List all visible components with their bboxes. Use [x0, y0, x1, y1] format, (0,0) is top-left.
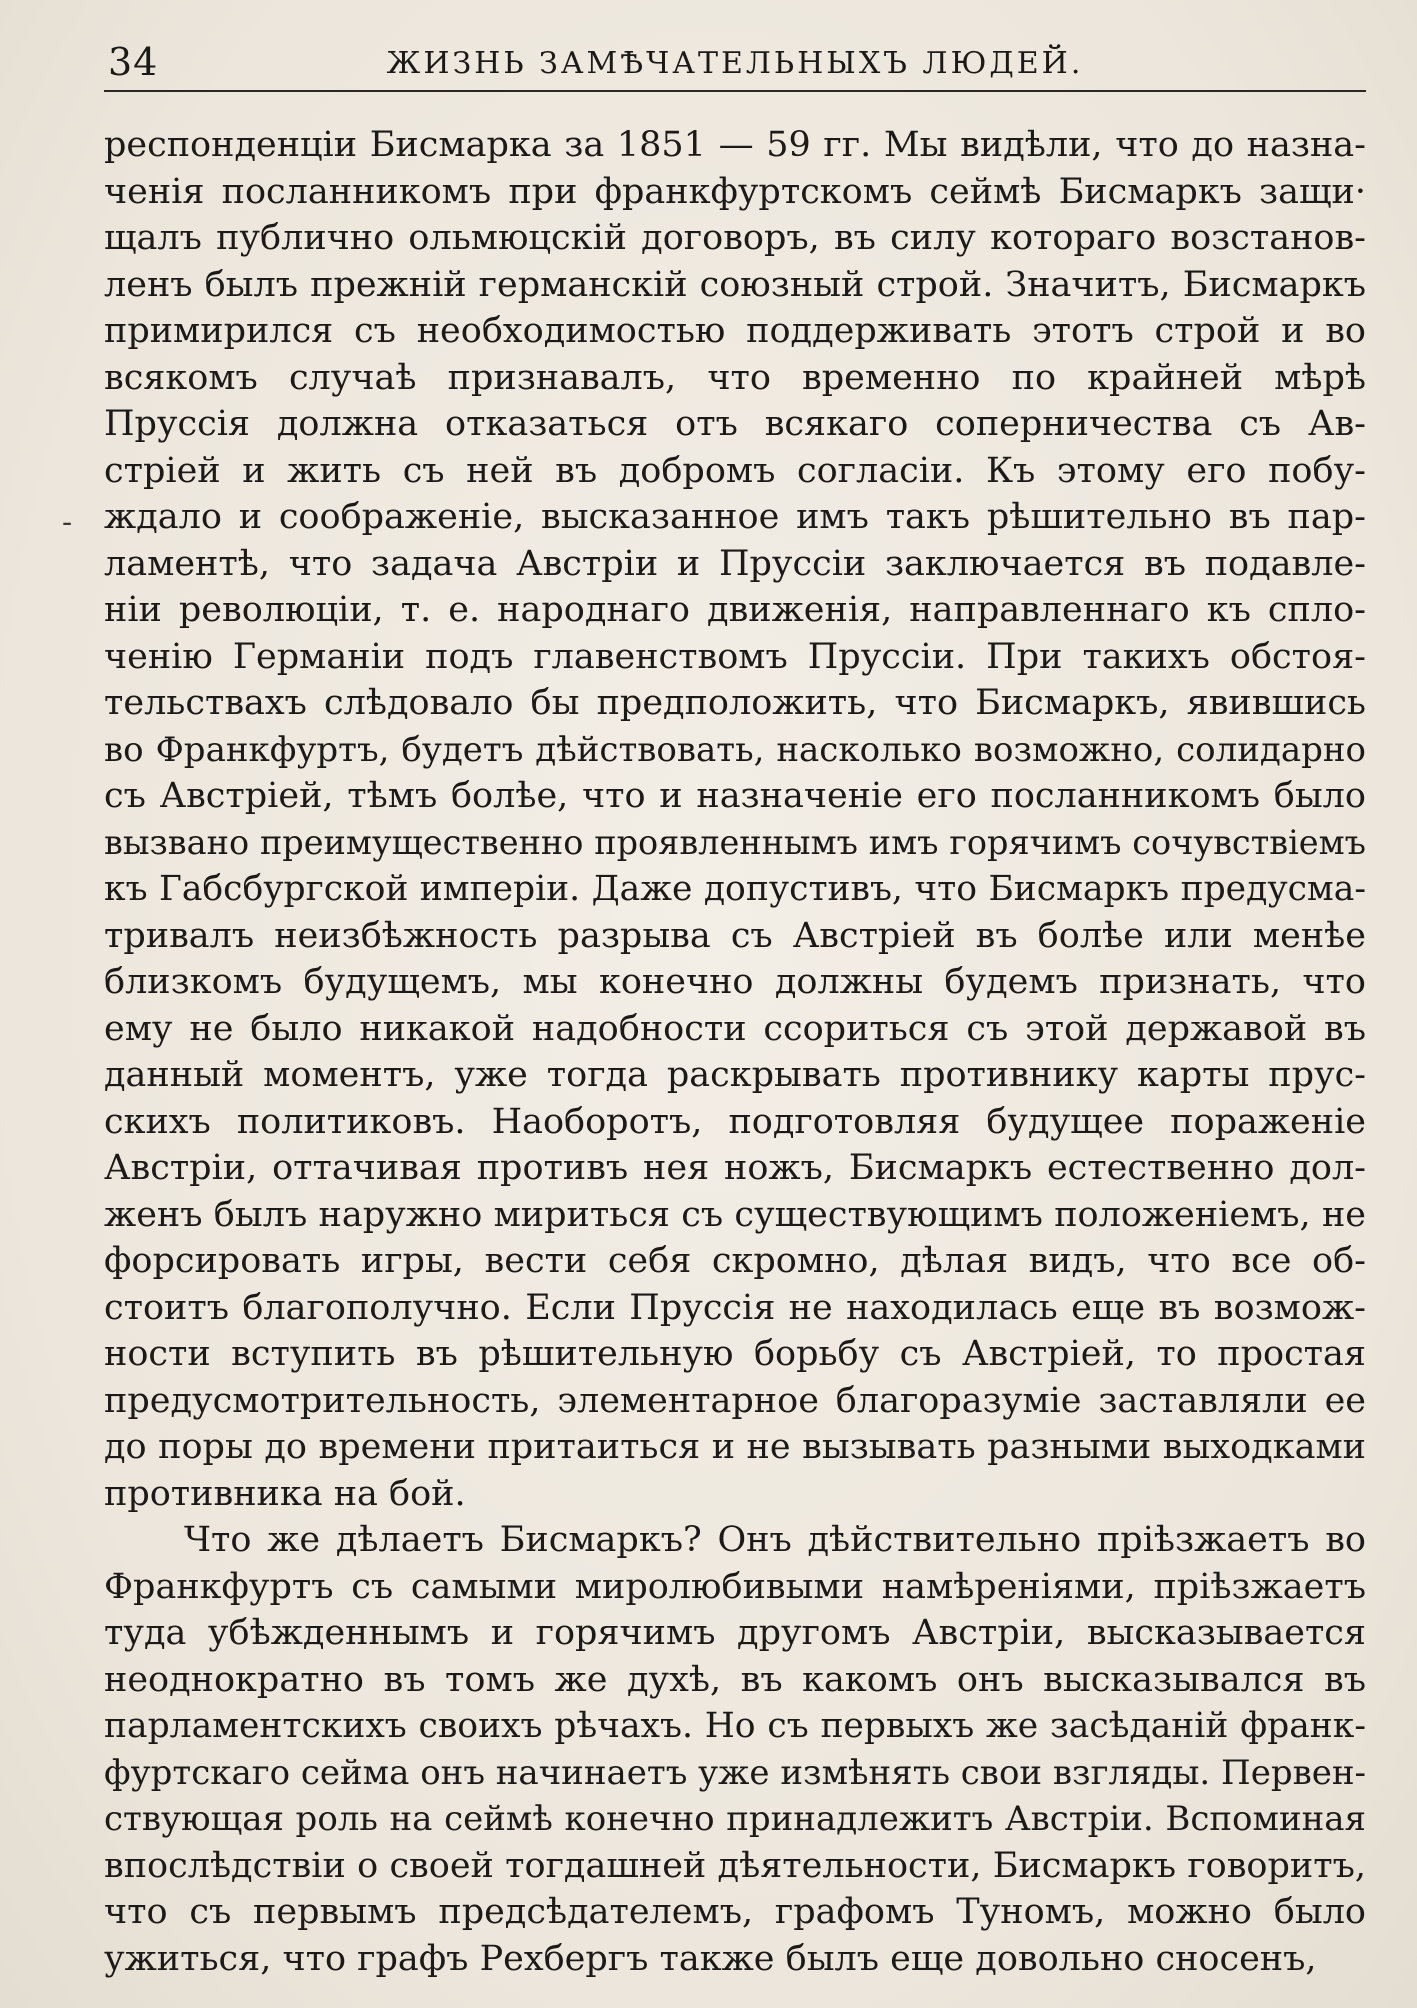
text-line: примирился съ необходимостью поддерживать этотъ строй и во [104, 311, 1366, 351]
text-line: ченія посланникомъ при франкфуртскомъ сеймѣ Бисмаркъ защи· [104, 171, 1366, 212]
text-line: ему не было никакой надобности ссориться съ этой державой въ [104, 1008, 1366, 1049]
text-line: Пруссія должна отказаться отъ всякаго соперничества съ Ав- [104, 404, 1366, 444]
text-line: ствующая роль на сеймѣ конечно принадлежитъ Австріи. Вспоминая [104, 1799, 1366, 1839]
margin-mark: - [62, 505, 73, 540]
text-line: близкомъ будущемъ, мы конечно должны будемъ признать, что [104, 962, 1366, 1002]
running-head: ЖИЗНЬ ЗАМѢЧАТЕЛЬНЫХЪ ЛЮДЕЙ. [386, 46, 1084, 81]
text-line: ленъ былъ прежній германскій союзный строй. Значитъ, Бисмаркъ [104, 264, 1366, 305]
text-line: данный моментъ, уже тогда раскрывать противнику карты прус- [104, 1055, 1366, 1095]
text-line: Что же дѣлаетъ Бисмаркъ? Онъ дѣйствительно пріѣзжаетъ во [184, 1520, 1366, 1560]
text-line: до поры до времени притаиться и не вызывать разными выходками [104, 1427, 1366, 1467]
paragraph [104, 122, 1366, 1517]
body-text [104, 122, 1366, 1982]
text-line: скихъ политиковъ. Наоборотъ, подготовляя будущее пораженіе [104, 1101, 1366, 1142]
text-line: ужиться, что графъ Рехбергъ также былъ еще довольно сносенъ, [104, 1938, 1317, 1979]
text-line: Австріи, оттачивая противъ нея ножъ, Бисмаркъ естественно дол- [104, 1148, 1366, 1188]
text-line: ніи революціи, т. е. народнаго движенія, направленнаго къ спло- [104, 590, 1366, 630]
text-line: что съ первымъ предсѣдателемъ, графомъ Туномъ, можно было [104, 1892, 1366, 1932]
text-line: женъ былъ наружно мириться съ существующимъ положеніемъ, не [104, 1194, 1366, 1235]
header-rule [104, 90, 1366, 92]
text-line: неоднократно въ томъ же духѣ, въ какомъ онъ высказывался въ [104, 1659, 1366, 1700]
text-line: во Франкфуртъ, будетъ дѣйствовать, насколько возможно, солидарно [104, 729, 1366, 770]
text-line: впослѣдствіи о своей тогдашней дѣятельности, Бисмаркъ говоритъ, [104, 1845, 1366, 1886]
text-line: тривалъ неизбѣжность разрыва съ Австріей въ болѣе или менѣе [104, 915, 1366, 956]
text-line: ламентѣ, что задача Австріи и Пруссіи заключается въ подавле- [104, 543, 1366, 584]
text-line: всякомъ случаѣ признавалъ, что временно по крайней мѣрѣ [104, 357, 1366, 398]
text-line: противника на бой. [104, 1473, 466, 1514]
page-number: 34 [108, 40, 159, 84]
text-line: стріей и жить съ ней въ добромъ согласіи. Къ этому его побу- [104, 450, 1366, 491]
text-line: къ Габсбургской имперіи. Даже допустивъ, что Бисмаркъ предусма- [104, 869, 1366, 909]
text-line: туда убѣжденнымъ и горячимъ другомъ Австріи, высказывается [104, 1613, 1366, 1653]
text-line: съ Австріей, тѣмъ болѣе, что и назначеніе его посланникомъ было [104, 776, 1366, 816]
page-header [104, 34, 1366, 90]
text-line: предусмотрительность, элементарное благоразуміе заставляли ее [104, 1380, 1366, 1421]
text-line: ченію Германіи подъ главенствомъ Пруссіи. При такихъ обстоя- [104, 636, 1366, 677]
text-line: форсировать игры, вести себя скромно, дѣлая видъ, что все об- [104, 1241, 1366, 1281]
text-line: тельствахъ слѣдовало бы предположить, что Бисмаркъ, явившись [104, 683, 1366, 723]
text-line: ности вступить въ рѣшительную борьбу съ Австріей, то простая [104, 1334, 1366, 1374]
text-line: ждало и соображеніе, высказанное имъ такъ рѣшительно въ пар- [104, 497, 1366, 537]
text-line: стоитъ благополучно. Если Пруссія не находилась еще въ возмож- [104, 1287, 1366, 1328]
text-line: вызвано преимущественно проявленнымъ имъ горячимъ сочувствіемъ [104, 822, 1366, 862]
paragraph [104, 1517, 1366, 1982]
text-line: фуртскаго сейма онъ начинаетъ уже измѣнять свои взгляды. Первен- [104, 1752, 1366, 1793]
text-line: респонденціи Бисмарка за 1851 — 59 гг. Мы видѣли, что до назна- [104, 125, 1366, 165]
text-line: парламентскихъ своихъ рѣчахъ. Но съ первыхъ же засѣданій франк- [104, 1706, 1366, 1746]
text-line: щалъ публично ольмюцскій договоръ, въ силу котораго возстанов- [104, 218, 1366, 258]
text-line: Франкфуртъ съ самыми миролюбивыми намѣреніями, пріѣзжаетъ [104, 1566, 1366, 1607]
